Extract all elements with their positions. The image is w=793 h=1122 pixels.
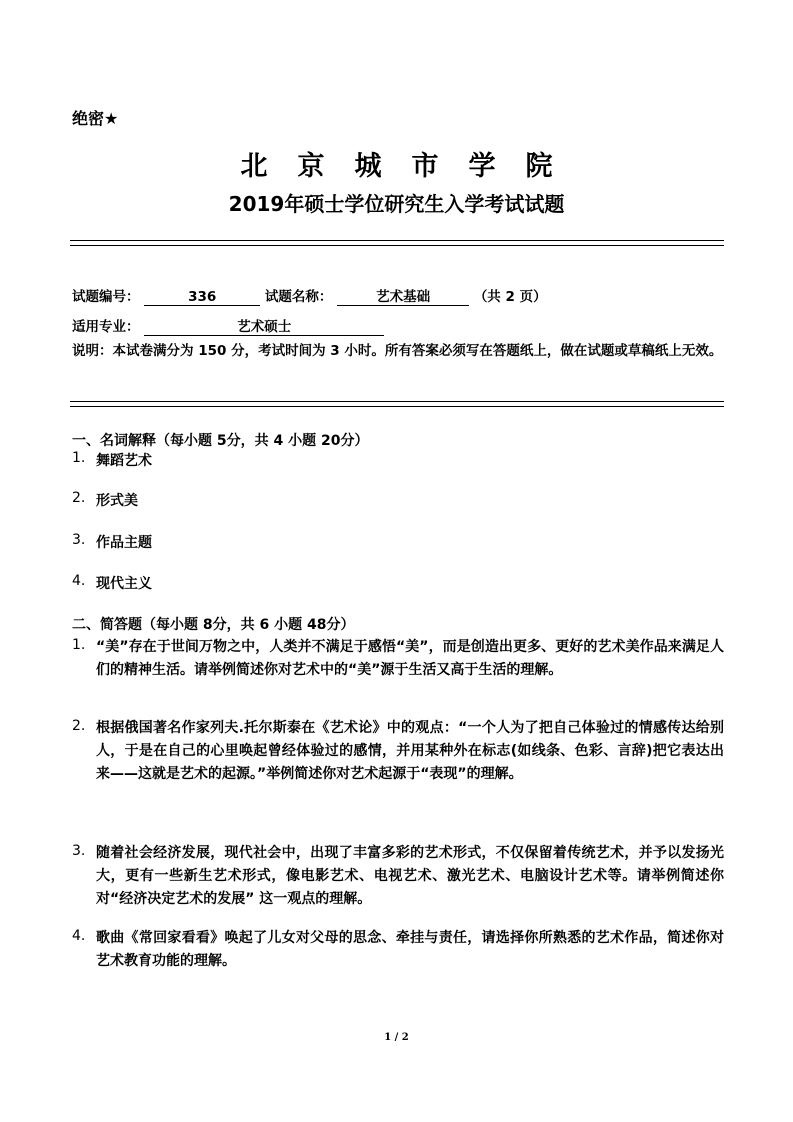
item-text: 歌曲《常回家看看》唤起了儿女对父母的思念、牵挂与责任，请选择你所熟悉的艺术作品，简述你对艺术教育功能的理解。 (96, 930, 724, 969)
major-line (72, 315, 384, 336)
code-label: 试题编号： (72, 289, 140, 305)
item-text: “美”存在于世间万物之中，人类并不满足于感悟“美”，而是创造出更多、更好的艺术美作品来满足人们的精神生活。请举例简述你对艺术中的“美”源于生活又高于生活的理解。 (96, 639, 724, 678)
item-text: 舞蹈艺术 (96, 453, 152, 469)
list-item (72, 842, 724, 911)
item-number: 1. (72, 637, 86, 653)
item-text: 形式美 (96, 493, 138, 509)
item-number: 1. (72, 450, 86, 466)
item-text: 现代主义 (96, 576, 152, 592)
section2-title: 二、简答题（每小题 8分，共 6 小题 48分） (72, 617, 355, 633)
page-count: （共 2 页） (473, 289, 547, 305)
item-number: 2. (72, 490, 86, 506)
secret-mark: 绝密★ (72, 109, 119, 128)
list-item (72, 927, 724, 973)
divider-top-2 (70, 245, 724, 246)
list-item (72, 450, 724, 473)
major-value: 艺术硕士 (144, 319, 384, 336)
page-number: 1 / 2 (384, 1032, 409, 1043)
exam-title: 2019年硕士学位研究生入学考试试题 (228, 192, 565, 216)
divider-mid-1 (70, 401, 724, 402)
exam-info-line (72, 285, 547, 306)
divider-mid-2 (70, 406, 724, 407)
list-item (72, 490, 724, 513)
divider-top-1 (70, 240, 724, 241)
university-name: 北京城市学院 (240, 151, 583, 182)
item-text: 随着社会经济发展，现代社会中，出现了丰富多彩的艺术形式，不仅保留着传统艺术，并予以发扬光大，更有一些新生艺术形式，像电影艺术、电视艺术、激光艺术、电脑设计艺术等。请举例简述你对“经济决定艺术的发展” 这一观点的理解。 (96, 845, 724, 907)
exam-instructions: 说明：本试卷满分为 150 分，考试时间为 3 小时。所有答案必须写在答题纸上，做在试题或草稿纸上无效。 (72, 343, 723, 359)
item-number: 2. (72, 718, 86, 734)
item-number: 3. (72, 843, 86, 859)
list-item (72, 636, 724, 682)
exam-name: 艺术基础 (337, 289, 469, 306)
list-item (72, 573, 724, 596)
item-number: 4. (72, 573, 86, 589)
section1-title: 一、名词解释（每小题 5分，共 4 小题 20分） (72, 433, 369, 449)
item-number: 3. (72, 532, 86, 548)
item-text: 作品主题 (96, 535, 152, 551)
item-text: 根据俄国著名作家列夫.托尔斯泰在《艺术论》中的观点：“一个人为了把自己体验过的情感传达给别人，于是在自己的心里唤起曾经体验过的感情，并用某种外在标志(如线条、色彩、言辞)把它表达出来——这就是艺术的起源。”举例简述你对艺术起源于“表现”的理解。 (96, 720, 724, 782)
list-item (72, 532, 724, 555)
name-label: 试题名称： (264, 289, 333, 305)
item-number: 4. (72, 928, 86, 944)
exam-code: 336 (144, 289, 260, 306)
list-item (72, 717, 724, 786)
major-label: 适用专业： (72, 319, 140, 335)
